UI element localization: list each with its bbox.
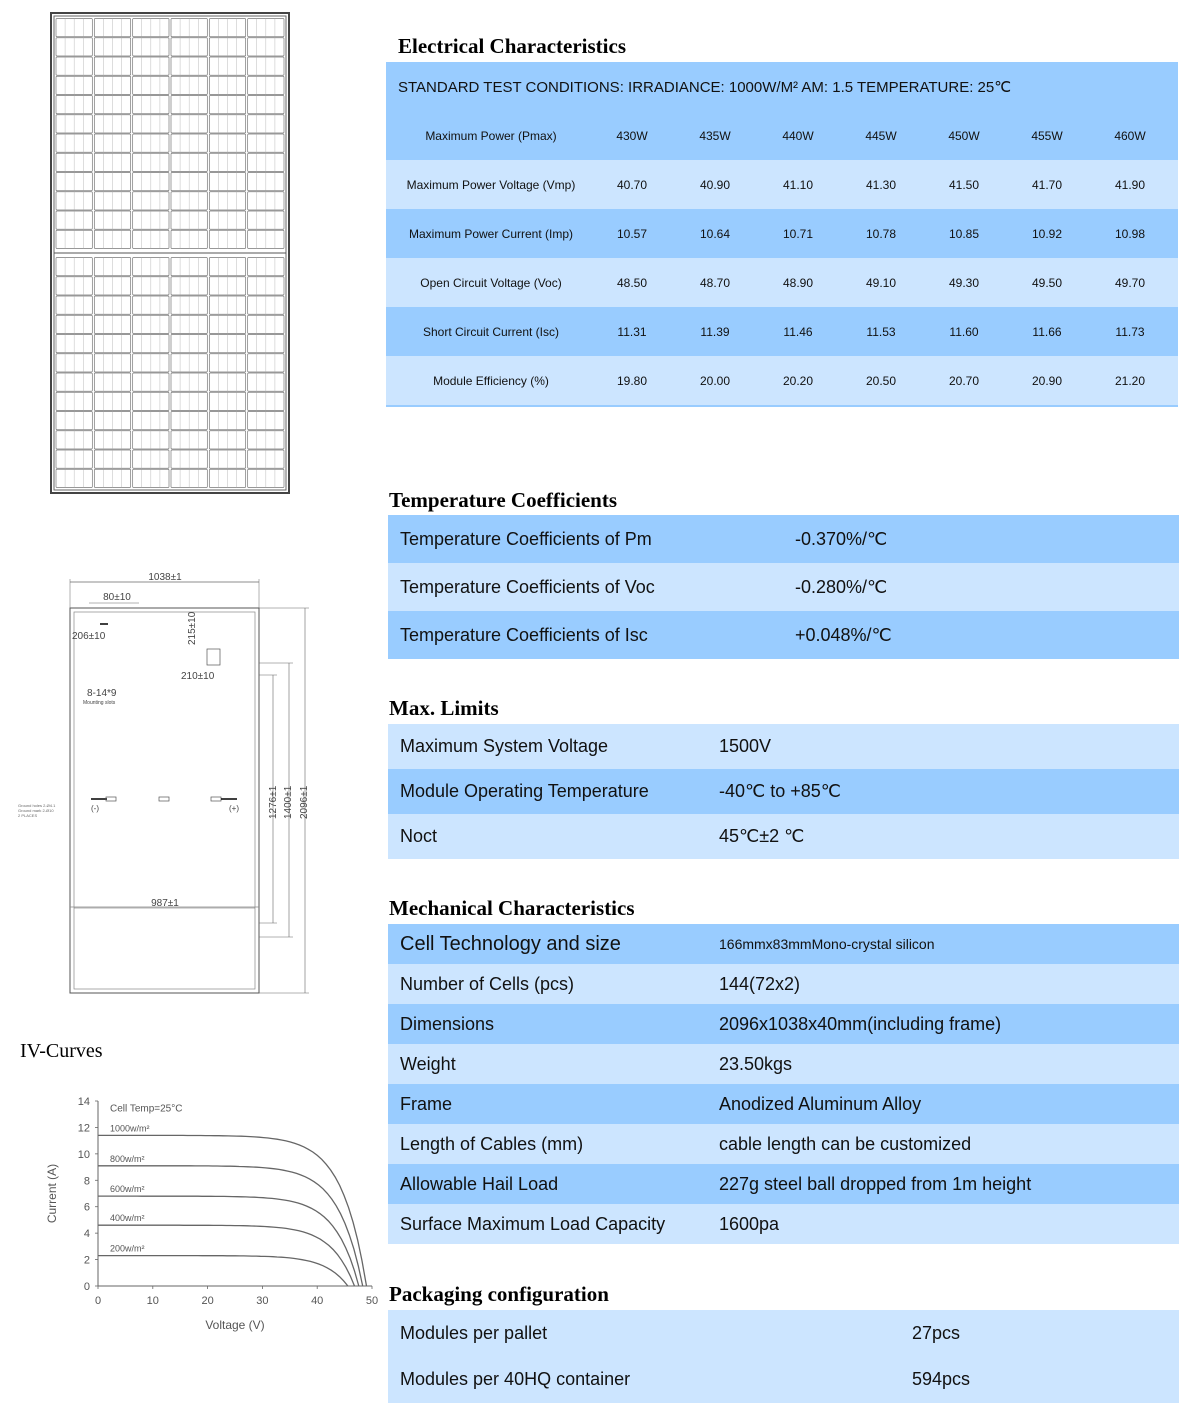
y-tick-label: 10 (77, 1148, 90, 1161)
mechanical-row-label: Frame (400, 1093, 453, 1114)
minus-terminal-label: (-) (91, 804, 99, 813)
mechanical-row (388, 1164, 1179, 1204)
packaging-title: Packaging configuration (389, 1282, 609, 1306)
electrical-cell: 20.00 (699, 373, 731, 388)
y-tick-label: 14 (77, 1096, 90, 1108)
mechanical-row (388, 1004, 1179, 1044)
mechanical-row (388, 1124, 1179, 1164)
series-label: 400w/m² (110, 1213, 145, 1224)
plus-terminal-label: (+) (229, 804, 239, 813)
series-label: 1000w/m² (110, 1123, 150, 1134)
electrical-cell: 20.20 (782, 373, 814, 388)
electrical-cell: 49.10 (865, 275, 897, 290)
mechanical-row (388, 1084, 1179, 1124)
electrical-cell: 40.70 (616, 177, 648, 192)
limits-row (388, 769, 1179, 814)
electrical-cell: 10.98 (1114, 226, 1146, 241)
mechanical-title: Mechanical Characteristics (389, 896, 635, 920)
dimension-svg (15, 565, 335, 1000)
y-tick-label: 2 (83, 1254, 90, 1267)
electrical-cell: 41.10 (782, 177, 814, 192)
ground-note: Ground holes 2-Ø4.1 (18, 803, 56, 808)
dim-215-label: 215±10 (187, 611, 198, 645)
limits-row-value: 45℃±2 ℃ (719, 826, 805, 846)
electrical-cell: 48.50 (616, 275, 648, 290)
electrical-cell: 41.70 (1031, 177, 1063, 192)
limits-row (388, 814, 1179, 859)
mechanical-row-value: 144(72x2) (719, 973, 801, 994)
dim-80-label: 80±10 (103, 592, 131, 603)
limits-row-label: Maximum System Voltage (400, 736, 609, 756)
electrical-cell: 41.50 (948, 177, 980, 192)
dim-210-label: 210±10 (181, 671, 215, 682)
limits-row-label: Module Operating Temperature (400, 781, 649, 801)
panel-front-view (50, 12, 290, 494)
x-tick-label: 10 (146, 1295, 159, 1307)
mechanical-table (388, 924, 1179, 1245)
electrical-cell: 49.50 (1031, 275, 1063, 290)
dim-1276-label: 1276±1 (268, 785, 279, 819)
electrical-cell: 10.64 (699, 226, 731, 241)
y-axis-label: Current (A) (45, 1163, 59, 1224)
dim-1400-label: 1400±1 (283, 785, 294, 819)
electrical-cell: 460W (1114, 128, 1146, 143)
temperature-row (388, 515, 1179, 563)
electrical-row-label: Maximum Power Current (Imp) (408, 226, 574, 241)
electrical-row (386, 111, 1178, 160)
electrical-cell: 10.85 (948, 226, 980, 241)
temperature-row (388, 563, 1179, 611)
electrical-cell: 40.90 (699, 177, 731, 192)
x-tick-label: 0 (94, 1295, 102, 1307)
series-label: 800w/m² (110, 1153, 145, 1164)
mechanical-row (388, 964, 1179, 1004)
temperature-table (388, 515, 1179, 659)
electrical-cell: 49.70 (1114, 275, 1146, 290)
electrical-row-label: Open Circuit Voltage (Voc) (420, 275, 562, 290)
temperature-row-label: Temperature Coefficients of Voc (400, 576, 655, 597)
mechanical-row-label: Weight (400, 1053, 456, 1074)
y-tick-label: 0 (83, 1281, 90, 1293)
electrical-row-label: Maximum Power (Pmax) (425, 128, 557, 143)
dim-width-label: 1038±1 (148, 572, 182, 583)
electrical-conditions: STANDARD TEST CONDITIONS: IRRADIANCE: 1000W/M² AM: 1.5 TEMPERATURE: 25℃ (398, 78, 1012, 96)
temperature-row-value: -0.280%/℃ (795, 576, 888, 597)
packaging-table (388, 1310, 1179, 1403)
limits-row-label: Noct (400, 826, 438, 846)
limits-row (388, 724, 1179, 769)
dimension-drawing (15, 565, 335, 1000)
temperature-row-value: +0.048%/℃ (795, 624, 892, 645)
ground-note-3: 2 PLACES (18, 813, 38, 818)
packaging-row-value: 594pcs (912, 1368, 971, 1389)
electrical-cell: 11.60 (949, 324, 979, 339)
series-label: 200w/m² (110, 1243, 145, 1254)
electrical-cell: 445W (865, 128, 897, 143)
electrical-table (386, 62, 1178, 407)
electrical-conditions-row (386, 62, 1178, 111)
iv-curves-title: IV-Curves (20, 1040, 103, 1062)
limits-title: Max. Limits (389, 696, 499, 720)
y-tick-label: 8 (83, 1175, 90, 1188)
limits-table (388, 724, 1179, 859)
cell-temp-annotation: Cell Temp=25°C (110, 1103, 183, 1115)
electrical-cell: 11.39 (700, 324, 730, 339)
temperature-row-label: Temperature Coefficients of Pm (400, 528, 652, 549)
mechanical-row-value: 2096x1038x40mm(including frame) (719, 1013, 1002, 1034)
electrical-cell: 11.31 (617, 324, 647, 339)
limits-row-value: -40℃ to +85℃ (719, 781, 841, 801)
mechanical-row (388, 1044, 1179, 1084)
electrical-cell: 20.70 (948, 373, 980, 388)
electrical-cell: 11.73 (1115, 324, 1145, 339)
temperature-title: Temperature Coefficients (389, 488, 618, 512)
dim-2096-label: 2096±1 (299, 785, 310, 819)
mechanical-row-label: Cell Technology and size (400, 932, 621, 955)
mechanical-row-label: Surface Maximum Load Capacity (400, 1213, 666, 1234)
panel-front-svg (50, 12, 290, 494)
mechanical-row-value: Anodized Aluminum Alloy (719, 1093, 922, 1114)
mount-slots-sub: Mounting slots (83, 700, 116, 706)
packaging-row-value: 27pcs (912, 1322, 961, 1343)
mechanical-row-label: Number of Cells (pcs) (400, 973, 575, 994)
electrical-row (386, 356, 1178, 405)
electrical-row (386, 258, 1178, 307)
electrical-cell: 48.70 (699, 275, 731, 290)
x-tick-label: 40 (311, 1295, 324, 1307)
temperature-row-label: Temperature Coefficients of Isc (400, 624, 648, 645)
iv-curve-series (98, 1256, 348, 1286)
electrical-cell: 48.90 (782, 275, 814, 290)
electrical-cell: 455W (1031, 128, 1063, 143)
electrical-cell: 49.30 (948, 275, 980, 290)
electrical-cell: 10.57 (616, 226, 648, 241)
electrical-row-label: Short Circuit Current (Isc) (422, 324, 560, 339)
electrical-cell: 10.92 (1031, 226, 1063, 241)
iv-curve-series (98, 1196, 359, 1286)
mechanical-row-label: Dimensions (400, 1013, 495, 1034)
electrical-cell: 20.50 (865, 373, 897, 388)
ground-note-2: Ground mark 2-Ø10 (18, 808, 54, 813)
packaging-row (388, 1356, 1179, 1402)
electrical-cell: 450W (948, 128, 980, 143)
electrical-row (386, 160, 1178, 209)
electrical-cell: 440W (782, 128, 814, 143)
dim-987-label: 987±1 (151, 898, 179, 909)
iv-chart-svg (40, 1085, 385, 1345)
electrical-cell: 435W (699, 128, 731, 143)
mechanical-row-value: 1600pa (719, 1213, 780, 1234)
temperature-row (388, 611, 1179, 659)
electrical-title: Electrical Characteristics (398, 34, 626, 58)
electrical-cell: 11.46 (783, 324, 813, 339)
electrical-cell: 41.90 (1114, 177, 1146, 192)
dim-206-label: 206±10 (72, 631, 106, 642)
mechanical-row-value: cable length can be customized (719, 1133, 972, 1154)
electrical-cell: 430W (616, 128, 648, 143)
mechanical-row-value: 23.50kgs (719, 1053, 793, 1074)
mechanical-row-label: Length of Cables (mm) (400, 1133, 584, 1154)
x-tick-label: 20 (201, 1295, 214, 1307)
x-tick-label: 30 (256, 1295, 269, 1307)
mechanical-row-label: Allowable Hail Load (400, 1173, 559, 1194)
electrical-row (386, 307, 1178, 356)
electrical-cell: 11.66 (1032, 324, 1062, 339)
y-tick-label: 4 (83, 1228, 90, 1241)
electrical-cell: 10.78 (865, 226, 897, 241)
iv-chart (40, 1085, 385, 1345)
electrical-cell: 10.71 (782, 226, 814, 241)
x-axis-label: Voltage (V) (205, 1318, 265, 1332)
electrical-row-label: Module Efficiency (%) (433, 373, 549, 388)
electrical-cell: 20.90 (1031, 373, 1063, 388)
electrical-row (386, 209, 1178, 258)
electrical-cell: 19.80 (616, 373, 648, 388)
mechanical-row-value: 166mmx83mmMono-crystal silicon (719, 936, 935, 952)
mechanical-row (388, 1204, 1179, 1244)
x-tick-label: 50 (365, 1295, 379, 1307)
electrical-cell: 21.20 (1114, 373, 1146, 388)
series-label: 600w/m² (110, 1184, 145, 1195)
packaging-row-label: Modules per 40HQ container (400, 1368, 631, 1389)
limits-row-value: 1500V (719, 736, 772, 756)
mechanical-row-value: 227g steel ball dropped from 1m height (719, 1173, 1032, 1194)
mechanical-row (388, 924, 1179, 964)
mount-slots-label: 8-14*9 (87, 688, 117, 699)
electrical-cell: 41.30 (865, 177, 897, 192)
y-tick-label: 6 (83, 1201, 90, 1214)
y-tick-label: 12 (77, 1122, 90, 1135)
packaging-row-label: Modules per pallet (400, 1322, 548, 1343)
temperature-row-value: -0.370%/℃ (795, 528, 888, 549)
electrical-row-label: Maximum Power Voltage (Vmp) (406, 177, 576, 192)
electrical-cell: 11.53 (866, 324, 896, 339)
packaging-row (388, 1310, 1179, 1356)
